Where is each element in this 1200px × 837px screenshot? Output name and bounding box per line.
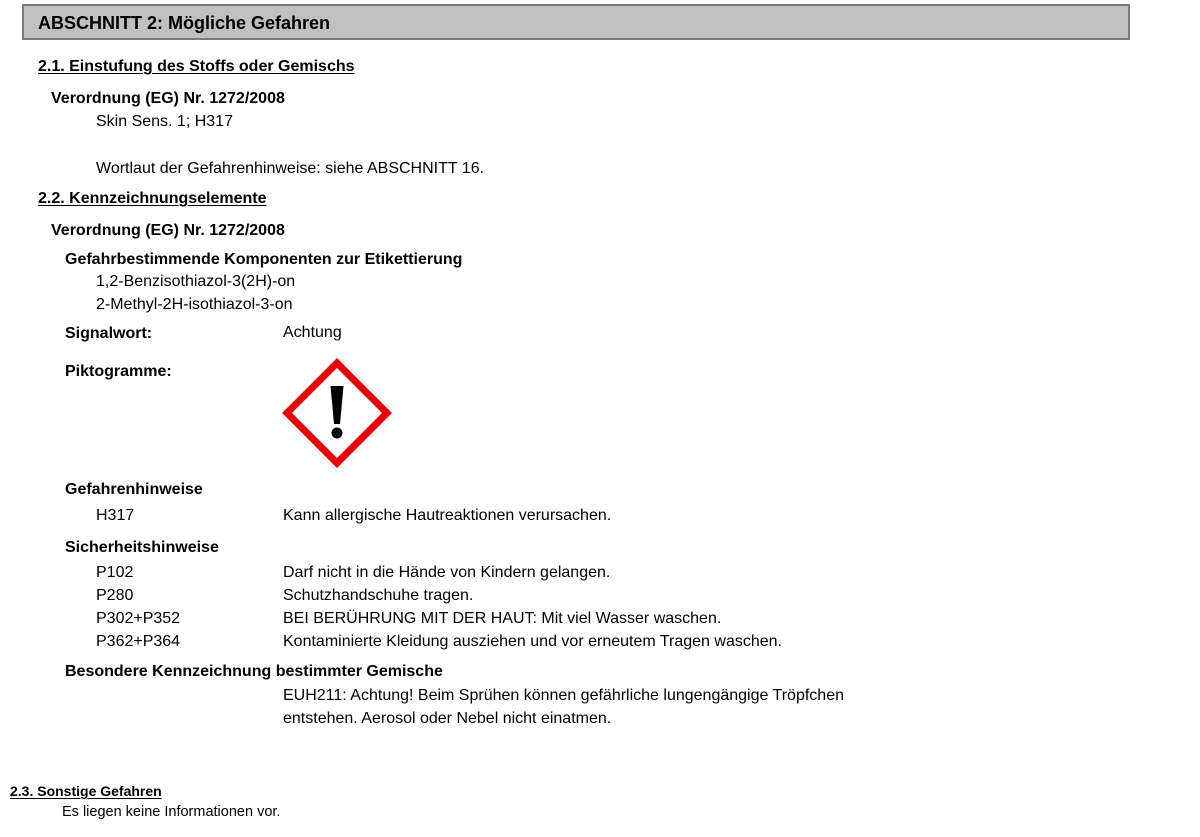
wording-note: Wortlaut der Gefahrenhinweise: siehe ABSCHNITT 16.: [96, 160, 485, 177]
ghs07-exclamation-mark-icon: [282, 358, 392, 468]
hazard-statements-label: Gefahrenhinweise: [65, 481, 203, 498]
precaution-code: P102: [96, 564, 134, 581]
signal-word-label: Signalwort:: [65, 325, 153, 342]
subsection-heading-2-3: 2.3. Sonstige Gefahren: [10, 783, 162, 799]
regulation-label-2-1: Verordnung (EG) Nr. 1272/2008: [51, 90, 285, 107]
section-title: ABSCHNITT 2: Mögliche Gefahren: [38, 13, 331, 33]
precaution-code: P302+P352: [96, 610, 181, 627]
precaution-text: BEI BERÜHRUNG MIT DER HAUT: Mit viel Wasser waschen.: [283, 610, 722, 627]
component-item: 2-Methyl-2H-isothiazol-3-on: [96, 296, 293, 313]
precaution-text: Kontaminierte Kleidung ausziehen und vor erneutem Tragen waschen.: [283, 633, 782, 650]
signal-word-value: Achtung: [283, 324, 342, 341]
other-hazards-text: Es liegen keine Informationen vor.: [62, 804, 281, 820]
section-header-bar: [22, 4, 1130, 40]
subsection-heading-2-1: 2.1. Einstufung des Stoffs oder Gemischs: [38, 58, 355, 75]
special-labelling-label: Besondere Kennzeichnung bestimmter Gemische: [65, 663, 443, 680]
precaution-code: P280: [96, 587, 134, 604]
special-labelling-text-line2: entstehen. Aerosol oder Nebel nicht einatmen.: [283, 710, 612, 727]
precaution-text: Darf nicht in die Hände von Kindern gelangen.: [283, 564, 611, 581]
special-labelling-text-line1: EUH211: Achtung! Beim Sprühen können gefährliche lungengängige Tröpfchen: [283, 687, 844, 704]
precaution-code: P362+P364: [96, 633, 181, 650]
precaution-text: Schutzhandschuhe tragen.: [283, 587, 474, 604]
hazard-code: H317: [96, 507, 135, 524]
hazard-text: Kann allergische Hautreaktionen verursachen.: [283, 507, 612, 524]
components-label: Gefahrbestimmende Komponenten zur Etikettierung: [65, 251, 463, 268]
subsection-heading-2-2: 2.2. Kennzeichnungselemente: [38, 190, 267, 207]
precautionary-statements-label: Sicherheitshinweise: [65, 539, 219, 556]
component-item: 1,2-Benzisothiazol-3(2H)-on: [96, 273, 296, 290]
classification-text: Skin Sens. 1; H317: [96, 113, 233, 130]
regulation-label-2-2: Verordnung (EG) Nr. 1272/2008: [51, 222, 285, 239]
pictograms-label: Piktogramme:: [65, 363, 172, 380]
